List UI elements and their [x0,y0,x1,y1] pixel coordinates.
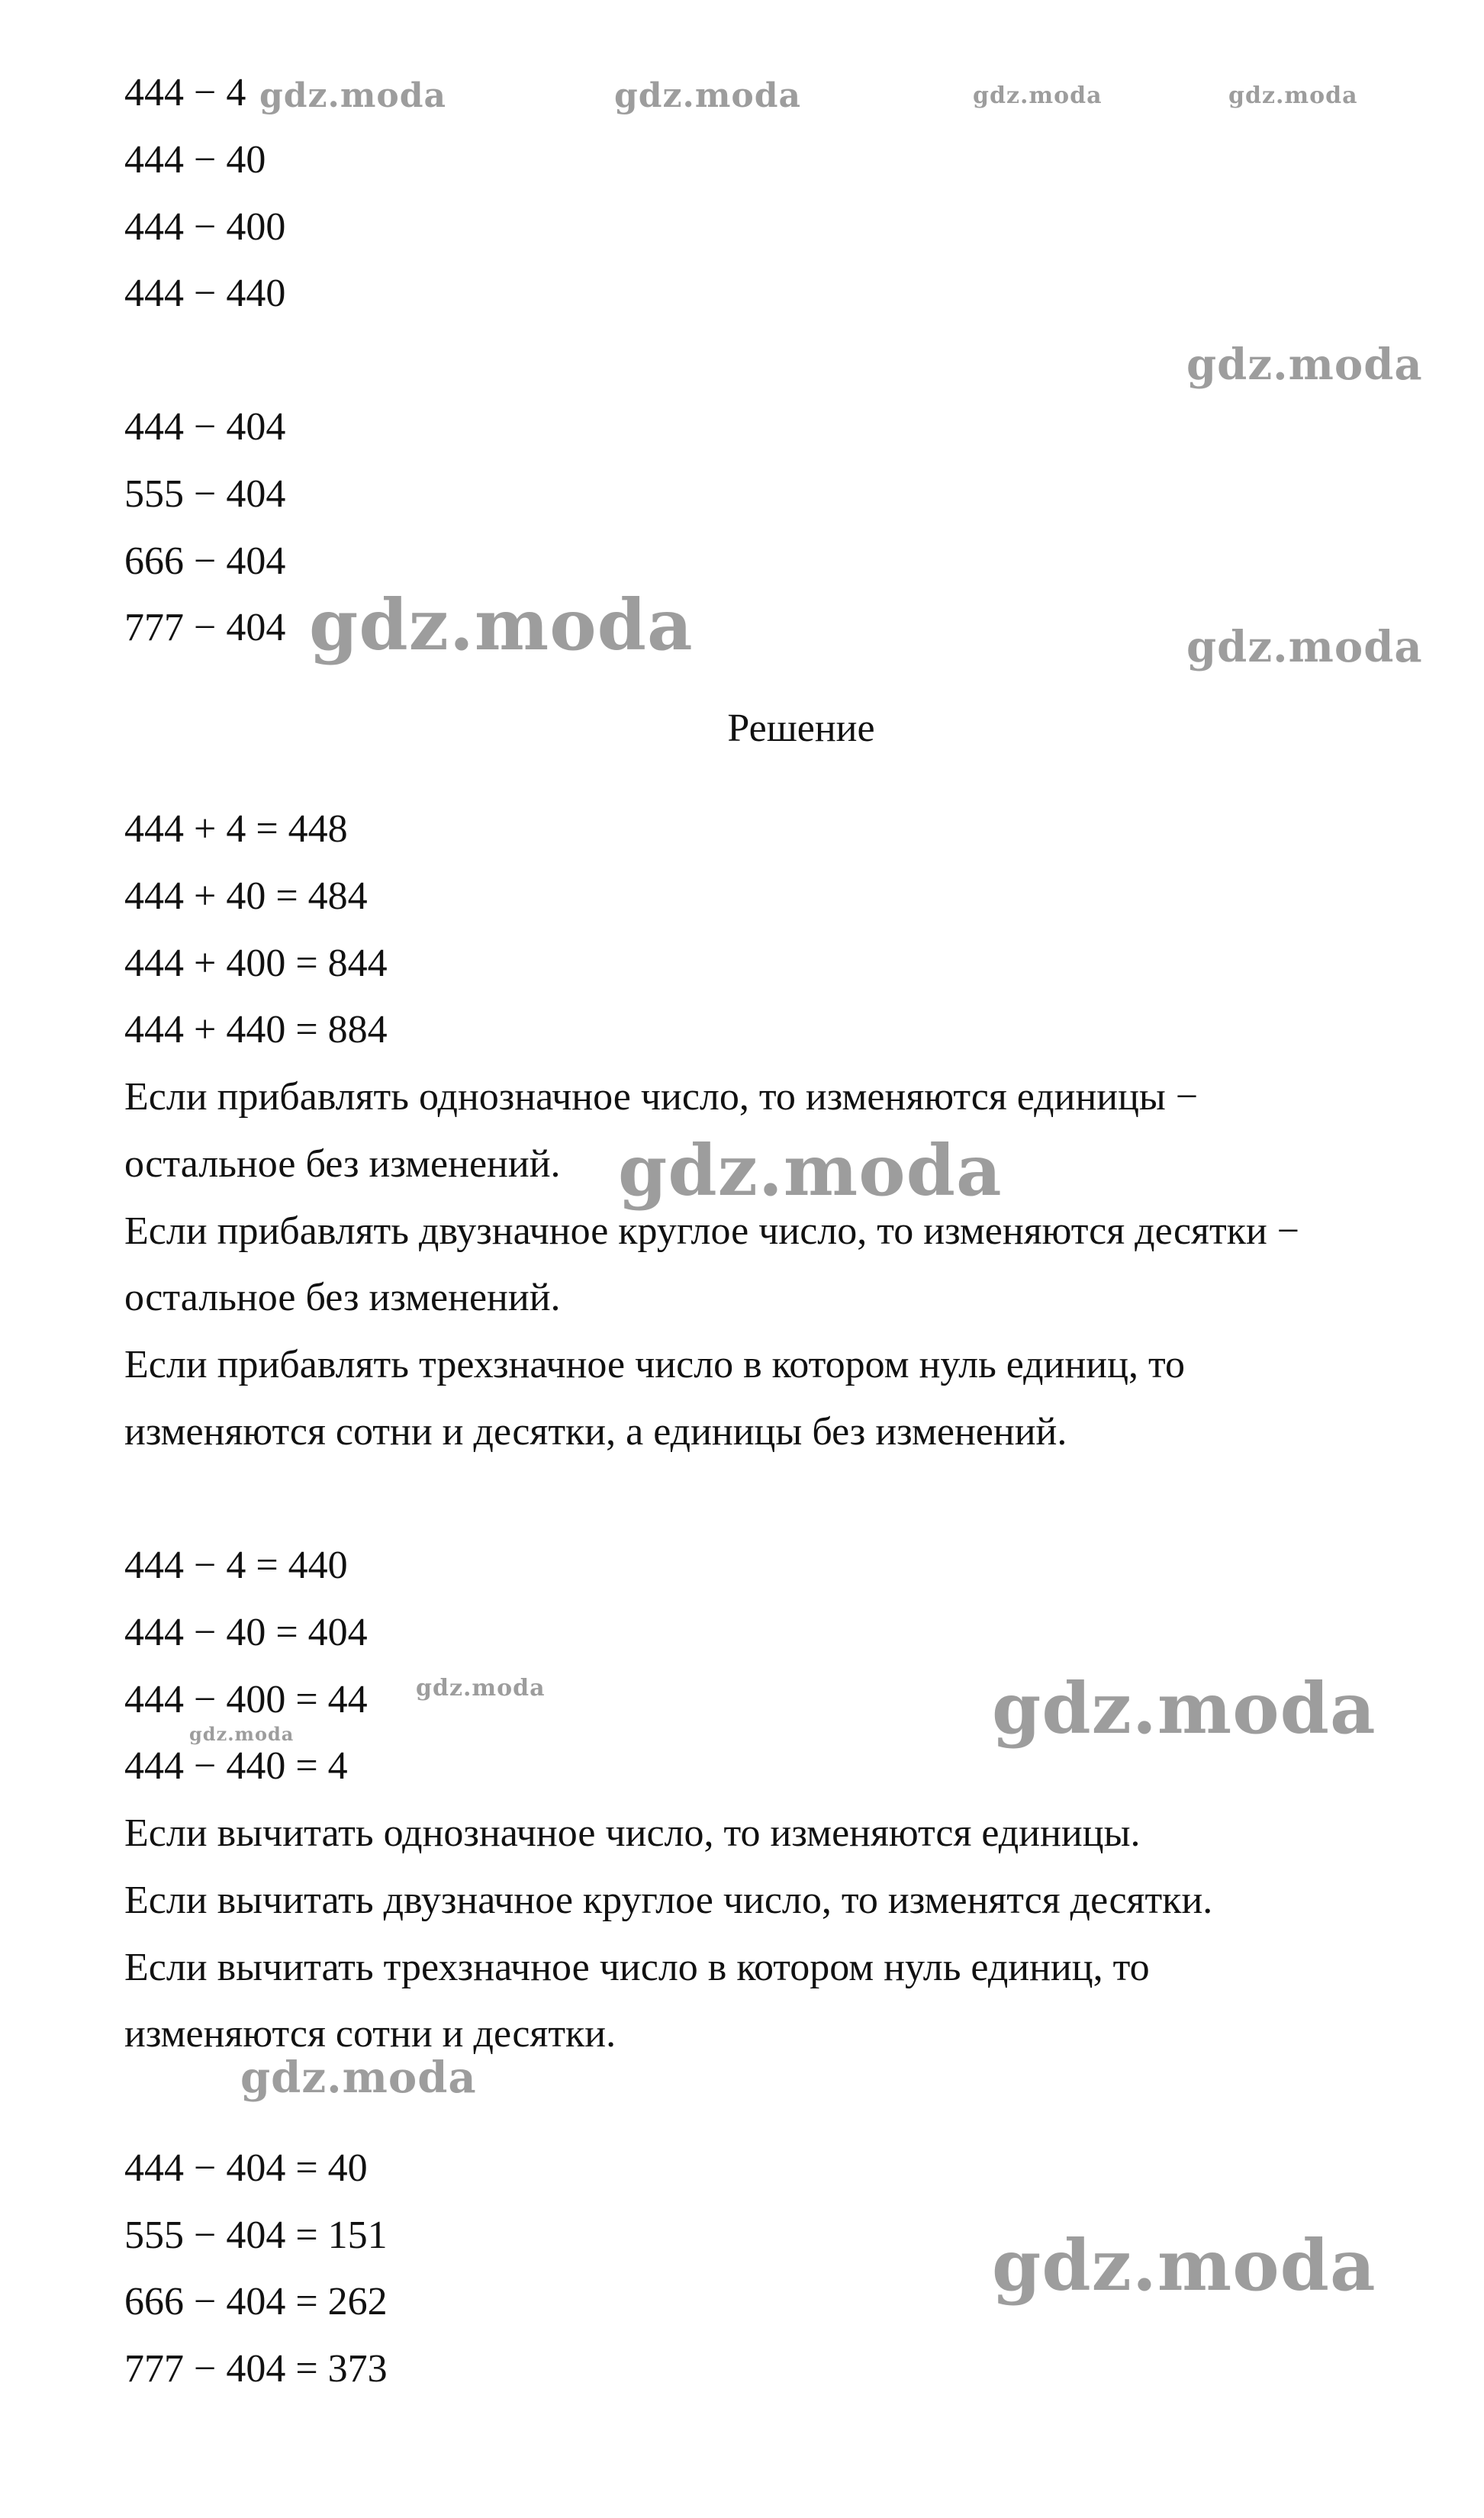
addition-rule-text: Если прибавлять двузначное круглое число, то изменяются десятки − [124,1209,1300,1253]
watermark: gdz.moda [189,1723,295,1745]
subtraction-line: 444 − 40 = 404 [124,1611,368,1654]
addition-line: 444 + 40 = 484 [124,874,368,918]
subtraction-rule-text: изменяются сотни и десятки. [124,2012,616,2056]
watermark: gdz.moda [1186,622,1423,672]
subtraction-line: 444 − 440 = 4 [124,1744,348,1788]
task-line: 444 − 40 [124,138,266,182]
final-line: 777 − 404 = 373 [124,2347,388,2391]
watermark: gdz.moda [973,82,1103,109]
watermark: gdz.moda [240,2053,477,2103]
addition-line: 444 + 440 = 884 [124,1008,388,1051]
task-line: 444 − 4 [124,71,246,114]
watermark: gdz.moda [416,1675,546,1702]
addition-rule-text: Если прибавлять трехзначное число в котором нуль единиц, то [124,1343,1185,1386]
subtraction-line: 444 − 400 = 44 [124,1678,368,1721]
addition-line: 444 + 400 = 844 [124,942,388,985]
final-line: 666 − 404 = 262 [124,2280,388,2323]
solution-heading: Решение [727,707,875,750]
watermark: gdz.moda [259,76,447,115]
addition-rule-text: изменяются сотни и десятки, а единицы без изменений. [124,1410,1067,1454]
subtraction-rule-text: Если вычитать трехзначное число в котором нуль единиц, то [124,1946,1150,1989]
task-line: 444 − 440 [124,272,286,315]
final-line: 555 − 404 = 151 [124,2214,388,2257]
addition-line: 444 + 4 = 448 [124,807,348,851]
addition-rule-text: Если прибавлять однозначное число, то изменяются единицы − [124,1075,1199,1119]
addition-rule-text: остальное без изменений. [124,1276,561,1319]
subtraction-rule-text: Если вычитать двузначное круглое число, то изменятся десятки. [124,1879,1213,1922]
task-line: 555 − 404 [124,472,286,516]
watermark: gdz.moda [992,2224,1376,2307]
addition-rule-text: остальное без изменений. [124,1142,561,1186]
watermark: gdz.moda [614,76,802,115]
task-line: 444 − 404 [124,405,286,449]
watermark: gdz.moda [1228,82,1358,109]
subtraction-line: 444 − 4 = 440 [124,1544,348,1587]
task-line: 444 − 400 [124,205,286,249]
final-line: 444 − 404 = 40 [124,2146,368,2190]
task-line: 666 − 404 [124,539,286,583]
watermark: gdz.moda [992,1667,1376,1750]
watermark: gdz.moda [1186,340,1423,390]
subtraction-rule-text: Если вычитать однозначное число, то изменяются единицы. [124,1811,1141,1855]
watermark: gdz.moda [618,1129,1003,1212]
watermark: gdz.moda [309,584,694,666]
task-line: 777 − 404 [124,606,286,649]
